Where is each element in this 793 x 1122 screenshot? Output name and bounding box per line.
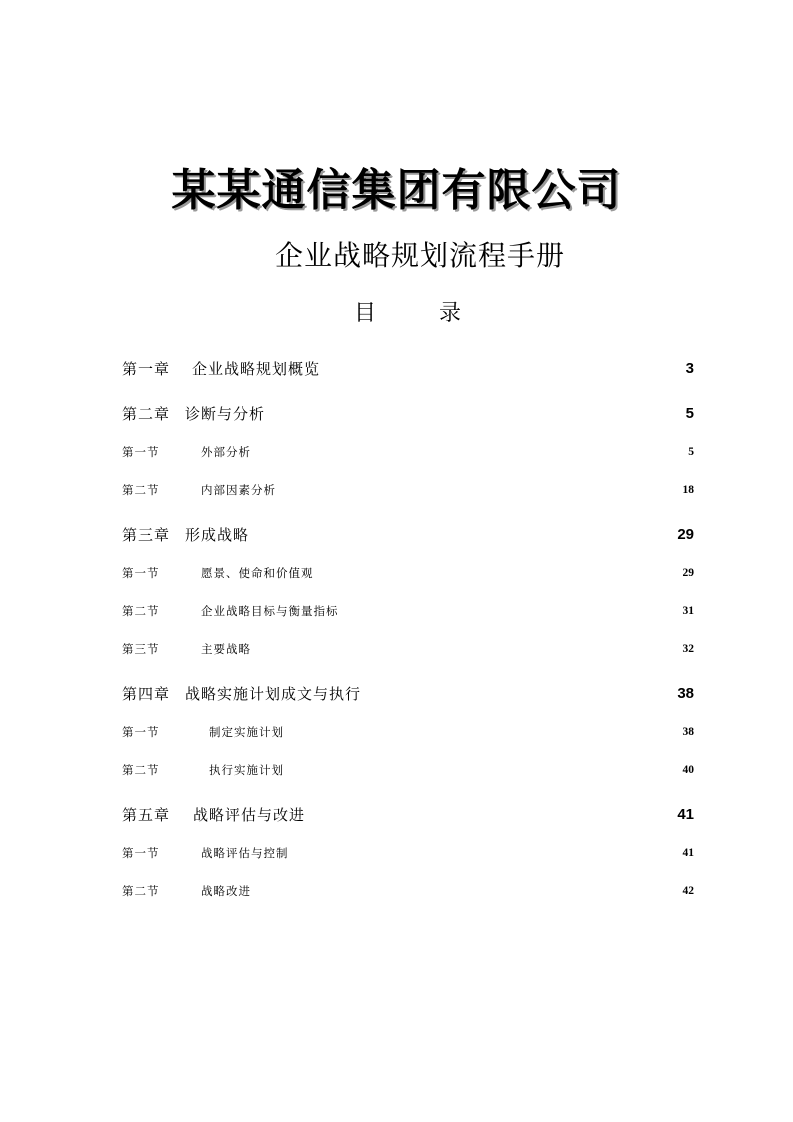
toc-entry-number: 第一节 [122, 725, 160, 739]
toc-entry-title: 愿景、使命和价值观 [201, 566, 314, 580]
toc-entry-page: 18 [682, 484, 694, 496]
toc-entry-title: 企业战略规划概览 [192, 360, 321, 378]
toc-entry-page: 42 [682, 885, 694, 897]
toc-entry-page: 5 [688, 446, 694, 458]
toc-entry-number: 第二节 [122, 884, 160, 898]
toc-entry-title: 形成战略 [185, 526, 250, 544]
toc-section-row[interactable] [122, 441, 694, 463]
toc-chapter-row[interactable] [122, 683, 694, 705]
document-title: 企业战略规划流程手册 [274, 239, 565, 272]
toc-entry-page: 31 [682, 605, 694, 617]
toc-entry-number: 第二节 [122, 763, 160, 777]
toc-section-row[interactable] [122, 880, 694, 902]
toc-section-row[interactable] [122, 842, 694, 864]
toc-entry-page: 38 [682, 726, 694, 738]
toc-section-row[interactable] [122, 638, 694, 660]
toc-entry-number: 第二节 [122, 483, 160, 497]
toc-chapter-row[interactable] [122, 524, 694, 546]
toc-section-row[interactable] [122, 479, 694, 501]
company-name: 某某通信集团有限公司 [171, 165, 622, 216]
toc-section-row[interactable] [122, 600, 694, 622]
toc-chapter-row[interactable] [122, 403, 694, 425]
toc-entry-title: 战略评估与改进 [193, 806, 306, 824]
toc-entry-page: 41 [677, 806, 694, 823]
toc-entry-number: 第四章 [122, 685, 171, 703]
toc-entry-page: 29 [677, 526, 694, 543]
toc-entry-title: 战略改进 [201, 884, 251, 898]
toc-entry-number: 第一章 [122, 360, 171, 378]
toc-entry-number: 第五章 [122, 806, 171, 824]
toc-entry-number: 第一节 [122, 846, 160, 860]
toc-entry-title: 企业战略目标与衡量指标 [201, 604, 339, 618]
toc-heading: 目 录 [354, 301, 489, 326]
toc-entry-page: 29 [682, 567, 694, 579]
toc-entry-page: 40 [682, 764, 694, 776]
toc-entry-title: 执行实施计划 [209, 763, 284, 777]
toc-entry-number: 第一节 [122, 445, 160, 459]
toc-section-row[interactable] [122, 721, 694, 743]
toc-entry-title: 战略实施计划成文与执行 [185, 685, 362, 703]
toc-entry-title: 战略评估与控制 [201, 846, 289, 860]
toc-entry-number: 第二节 [122, 604, 160, 618]
toc-entry-title: 诊断与分析 [185, 405, 266, 423]
toc-entry-page: 3 [685, 360, 694, 377]
toc-entry-page: 38 [677, 685, 694, 702]
toc-entry-page: 5 [685, 405, 694, 422]
toc-entry-page: 41 [682, 847, 694, 859]
toc-entry-number: 第一节 [122, 566, 160, 580]
toc-entry-title: 制定实施计划 [209, 725, 284, 739]
toc-entry-title: 内部因素分析 [201, 483, 276, 497]
toc-entry-page: 32 [682, 643, 694, 655]
toc-section-row[interactable] [122, 562, 694, 584]
toc-entry-title: 主要战略 [201, 642, 251, 656]
toc-entry-title: 外部分析 [201, 445, 251, 459]
toc-entry-number: 第二章 [122, 405, 171, 423]
toc-entry-number: 第三节 [122, 642, 160, 656]
toc-section-row[interactable] [122, 759, 694, 781]
toc-chapter-row[interactable] [122, 804, 694, 826]
toc-entry-number: 第三章 [122, 526, 171, 544]
toc-chapter-row[interactable] [122, 358, 694, 380]
